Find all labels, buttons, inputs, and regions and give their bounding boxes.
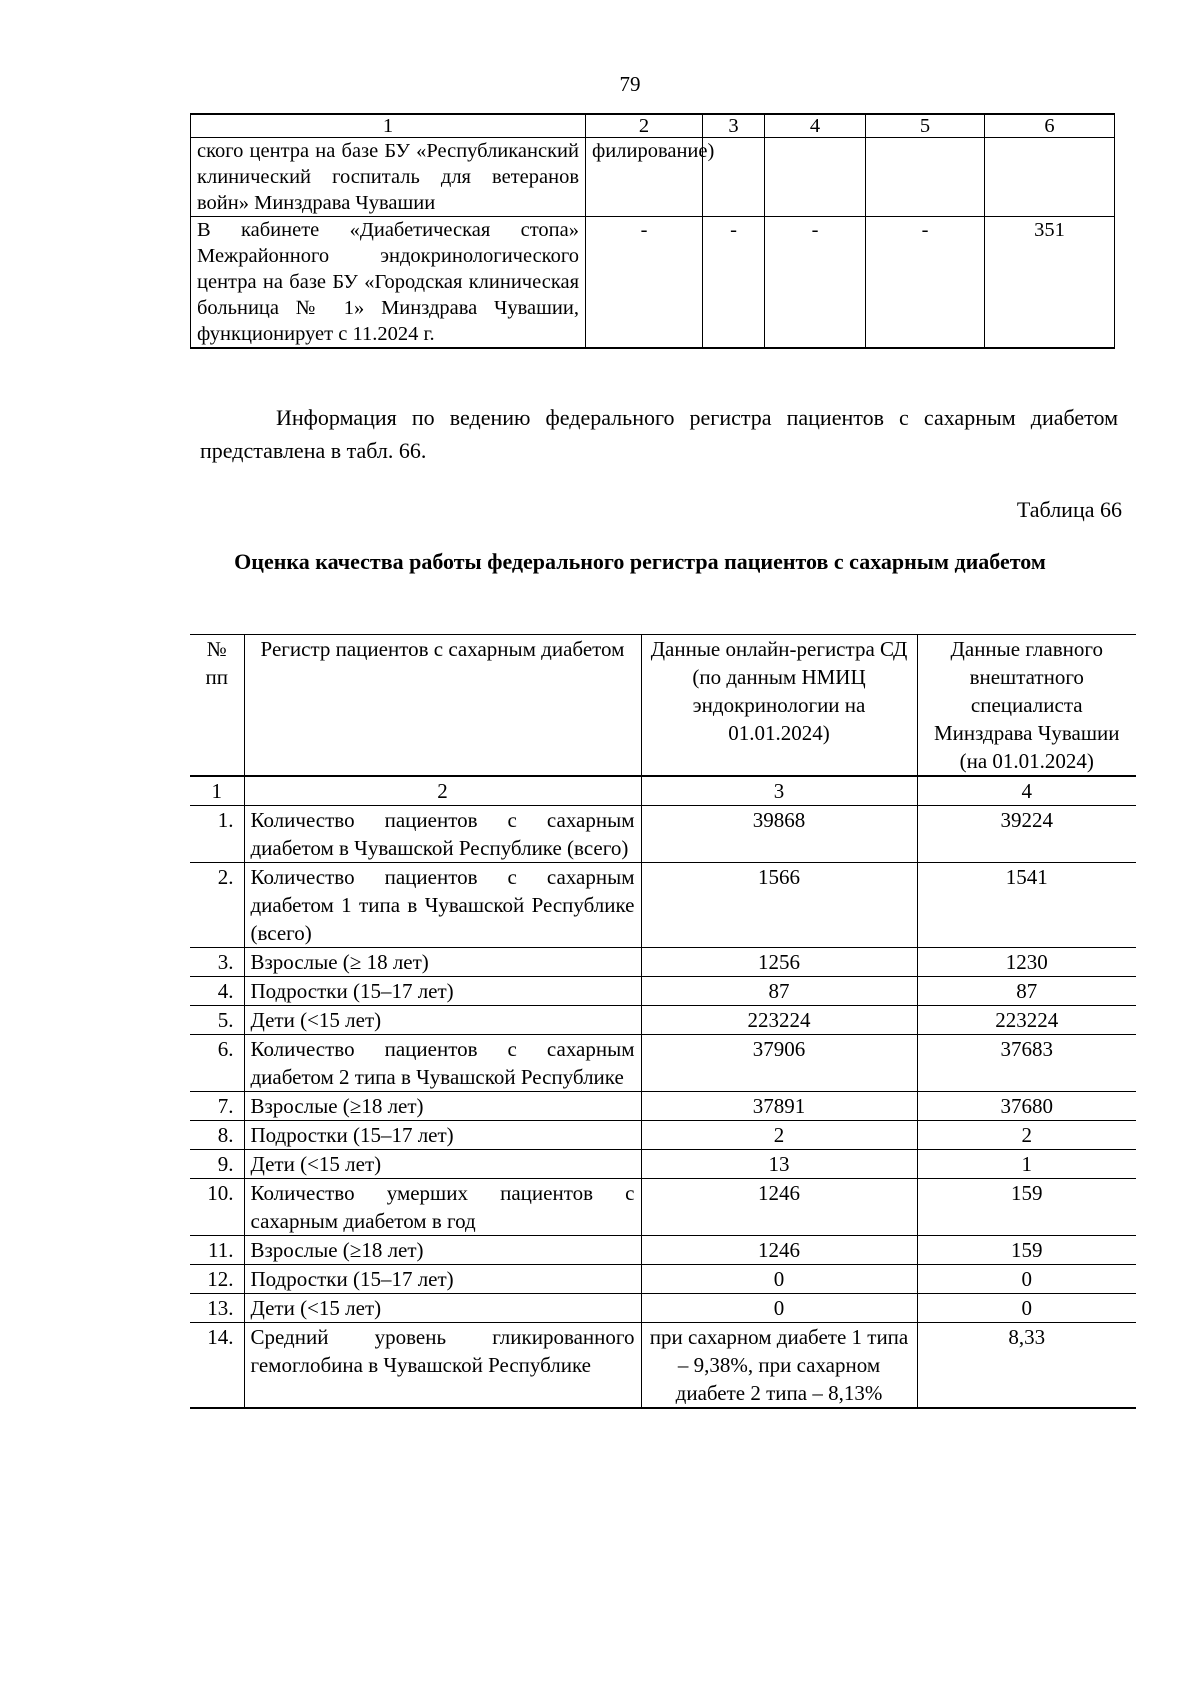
table-cell: -: [703, 217, 765, 349]
table-row: [190, 1092, 1136, 1121]
table-cell: -: [866, 217, 985, 349]
table-row: [190, 1294, 1136, 1323]
table-row: [190, 1006, 1136, 1035]
row-number: 7.: [190, 1092, 244, 1121]
table-row: [190, 1035, 1136, 1092]
chief-value: 0: [917, 1265, 1136, 1294]
table-header-cell: 6: [985, 114, 1115, 138]
table-header-cell: 5: [866, 114, 985, 138]
table-cell: [866, 138, 985, 217]
table-header-cell: 3: [703, 114, 765, 138]
header-registry: Регистр пациентов с сахарным диабетом: [244, 635, 641, 777]
table-header-cell: 4: [765, 114, 866, 138]
col-number: 2: [244, 776, 641, 806]
row-number: 4.: [190, 977, 244, 1006]
table-row: [191, 138, 1115, 217]
chief-value: 37683: [917, 1035, 1136, 1092]
table-header-row: [191, 114, 1115, 138]
row-number: 13.: [190, 1294, 244, 1323]
table-row: [190, 1179, 1136, 1236]
online-value: 1246: [641, 1236, 917, 1265]
table-row: [190, 1121, 1136, 1150]
online-value: при сахарном диабете 1 типа – 9,38%, при сахарном диабете 2 типа – 8,13%: [641, 1323, 917, 1409]
online-value: 1256: [641, 948, 917, 977]
registry-table: [190, 634, 1136, 1409]
table-cell: В кабинете «Диабетическая стопа» Межрайонного эндокринологического центра на базе БУ «Городская клиническая больница № 1» Минздрава Чувашии, функционирует с 11.2024 г.: [191, 217, 586, 349]
row-number: 3.: [190, 948, 244, 977]
chief-value: 1541: [917, 863, 1136, 948]
chief-value: 1230: [917, 948, 1136, 977]
table-cell: ского центра на базе БУ «Республиканский клинический госпиталь для ветеранов войн» Минздрава Чувашии: [191, 138, 586, 217]
page-number: 79: [619, 72, 641, 96]
table-cell: филирование): [586, 138, 703, 217]
online-value: 1566: [641, 863, 917, 948]
chief-value: 39224: [917, 806, 1136, 863]
header-num: № пп: [190, 635, 244, 777]
row-label: Дети (<15 лет): [244, 1150, 641, 1179]
row-number: 11.: [190, 1236, 244, 1265]
row-label: Подростки (15–17 лет): [244, 1121, 641, 1150]
row-label: Взрослые (≥18 лет): [244, 1236, 641, 1265]
row-label: Дети (<15 лет): [244, 1294, 641, 1323]
row-number: 9.: [190, 1150, 244, 1179]
table-row: [190, 1150, 1136, 1179]
table-row: [190, 806, 1136, 863]
chief-value: 37680: [917, 1092, 1136, 1121]
chief-value: 2: [917, 1121, 1136, 1150]
table-title: Оценка качества работы федерального регистра пациентов с сахарным диабетом: [234, 549, 1046, 574]
online-value: 223224: [641, 1006, 917, 1035]
col-number: 1: [190, 776, 244, 806]
online-value: 37891: [641, 1092, 917, 1121]
table-header-cell: 1: [191, 114, 586, 138]
table-row: [190, 1236, 1136, 1265]
row-number: 5.: [190, 1006, 244, 1035]
table-cell: 351: [985, 217, 1115, 349]
chief-value: 159: [917, 1179, 1136, 1236]
table-row: [190, 948, 1136, 977]
row-number: 1.: [190, 806, 244, 863]
row-number: 10.: [190, 1179, 244, 1236]
online-value: 87: [641, 977, 917, 1006]
row-number: 6.: [190, 1035, 244, 1092]
table-header-cell: 2: [586, 114, 703, 138]
table-row: [190, 1323, 1136, 1409]
online-value: 0: [641, 1294, 917, 1323]
online-value: 39868: [641, 806, 917, 863]
table-row: [190, 863, 1136, 948]
online-value: 1246: [641, 1179, 917, 1236]
header-chief: Данные главного внештатного специалиста Минздрава Чувашии (на 01.01.2024): [917, 635, 1136, 777]
header-online: Данные онлайн-регистра СД (по данным НМИЦ эндокринологии на 01.01.2024): [641, 635, 917, 777]
online-value: 37906: [641, 1035, 917, 1092]
table-cell: [985, 138, 1115, 217]
continued-table: [190, 113, 1115, 349]
chief-value: 223224: [917, 1006, 1136, 1035]
chief-value: 0: [917, 1294, 1136, 1323]
row-label: Количество пациентов с сахарным диабетом 1 типа в Чувашской Республике (всего): [244, 863, 641, 948]
table-row: [191, 217, 1115, 349]
row-number: 12.: [190, 1265, 244, 1294]
table-row: [190, 1265, 1136, 1294]
chief-value: 87: [917, 977, 1136, 1006]
row-label: Взрослые (≥18 лет): [244, 1092, 641, 1121]
row-label: Подростки (15–17 лет): [244, 1265, 641, 1294]
row-label: Взрослые (≥ 18 лет): [244, 948, 641, 977]
table-row: [190, 977, 1136, 1006]
col-number: 4: [917, 776, 1136, 806]
table-cell: -: [586, 217, 703, 349]
online-value: 2: [641, 1121, 917, 1150]
table-header-row: [190, 635, 1136, 777]
row-label: Количество пациентов с сахарным диабетом 2 типа в Чувашской Республике: [244, 1035, 641, 1092]
chief-value: 159: [917, 1236, 1136, 1265]
row-label: Подростки (15–17 лет): [244, 977, 641, 1006]
row-label: Дети (<15 лет): [244, 1006, 641, 1035]
online-value: 13: [641, 1150, 917, 1179]
column-number-row: [190, 776, 1136, 806]
col-number: 3: [641, 776, 917, 806]
row-label: Количество умерших пациентов с сахарным диабетом в год: [244, 1179, 641, 1236]
row-label: Количество пациентов с сахарным диабетом в Чувашской Республике (всего): [244, 806, 641, 863]
table-cell: [765, 138, 866, 217]
row-number: 14.: [190, 1323, 244, 1409]
row-number: 2.: [190, 863, 244, 948]
online-value: 0: [641, 1265, 917, 1294]
body-paragraph: Информация по ведению федерального регистра пациентов с сахарным диабетом представлена в табл. 66.: [200, 405, 1118, 463]
table-label: Таблица 66: [1016, 497, 1122, 522]
chief-value: 8,33: [917, 1323, 1136, 1409]
chief-value: 1: [917, 1150, 1136, 1179]
table-cell: -: [765, 217, 866, 349]
row-label: Средний уровень гликированного гемоглобина в Чувашской Республике: [244, 1323, 641, 1409]
row-number: 8.: [190, 1121, 244, 1150]
